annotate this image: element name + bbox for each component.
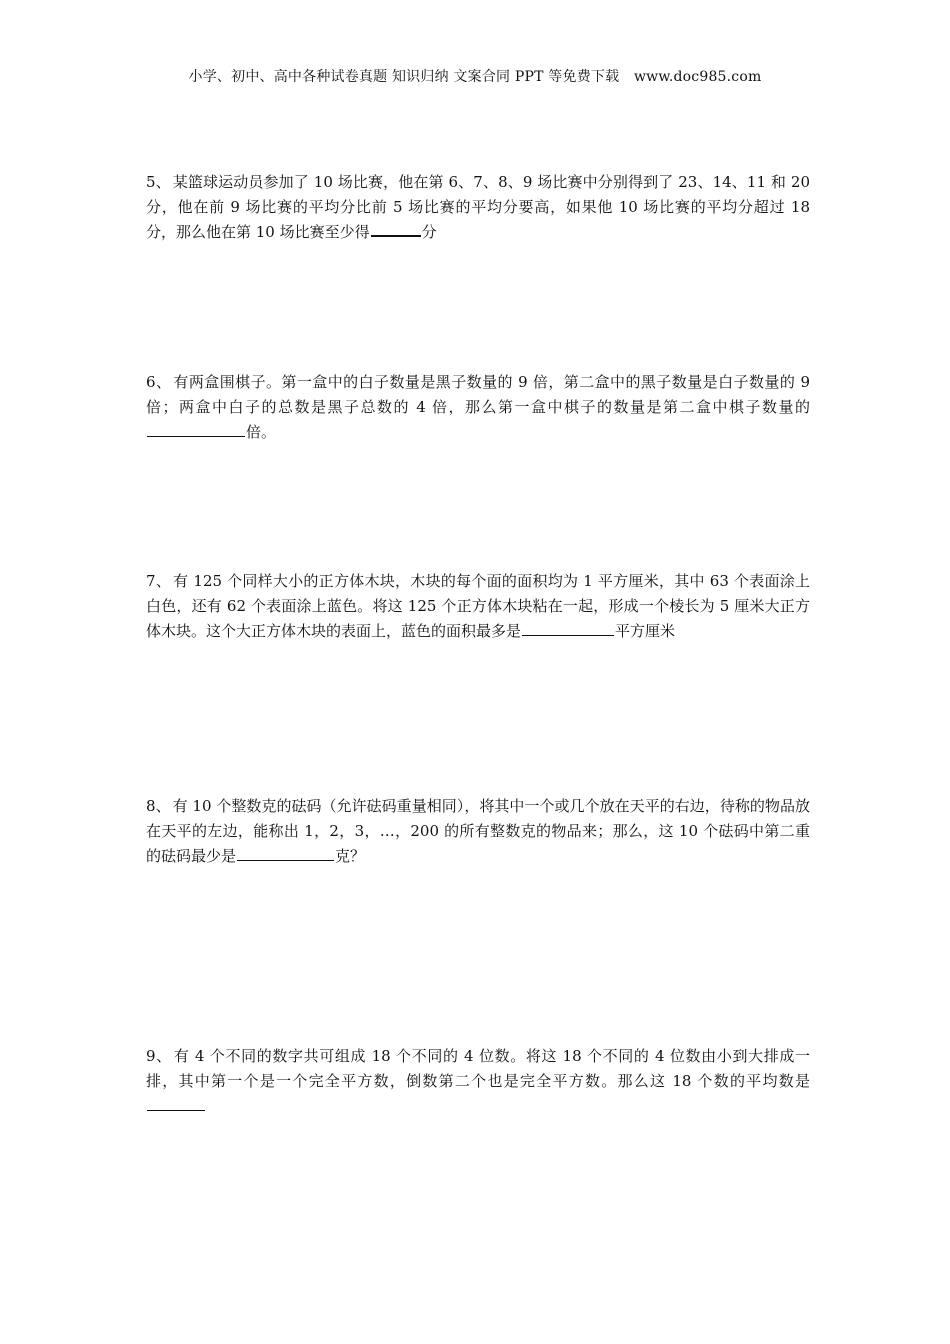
problem-6 <box>146 370 810 445</box>
problem-text-end: 倍。 <box>246 423 277 441</box>
answer-blank <box>371 234 421 237</box>
problem-text-end: 分 <box>421 223 437 241</box>
problem-text: 有 125 个同样大小的正方体木块，木块的每个面的面积均为 1 平方厘米，其中 63 个表面涂上白色，还有 62 个表面涂上蓝色。将这 125 个正方体木块粘在一起，形成一个棱长为 5 厘米大正方体木块。这个大正方体木块的表面上，蓝色的面积最多是 <box>146 572 811 640</box>
problem-number: 8、 <box>146 797 171 815</box>
problem-9 <box>146 1044 810 1119</box>
header-text: 小学、初中、高中各种试卷真题 知识归纳 文案合同 PPT 等免费下载 <box>188 69 620 85</box>
problem-text: 某篮球运动员参加了 10 场比赛，他在第 6、7、8、9 场比赛中分别得到了 23、14、11 和 20 分，他在前 9 场比赛的平均分比前 5 场比赛的平均分要高，如果他 10 场比赛的平均分超过 18 分，那么他在第 10 场比赛至少得 <box>146 173 810 241</box>
problem-text: 有 10 个整数克的砝码（允许砝码重量相同），将其中一个或几个放在天平的右边，待称的物品放在天平的左边，能称出 1，2，3，…，200 的所有整数克的物品来；那么，这 10 个砝码中第二重的砝码最少是 <box>146 797 810 865</box>
problem-text: 有两盒围棋子。第一盒中的白子数量是黑子数量的 9 倍，第二盒中的黑子数量是白子数量的 9 倍；两盒中白子的总数是黑子总数的 4 倍，那么第一盒中棋子的数量是第二盒中棋子数量的 <box>146 373 810 416</box>
page-header <box>0 66 950 86</box>
problem-7 <box>146 569 810 644</box>
answer-blank <box>522 634 614 636</box>
problem-number: 5、 <box>146 173 171 191</box>
problem-number: 7、 <box>146 572 172 590</box>
problem-number: 6、 <box>146 373 172 391</box>
problem-text-end: 平方厘米 <box>615 622 676 640</box>
problem-number: 9、 <box>146 1047 172 1065</box>
answer-blank <box>147 435 245 437</box>
problem-8 <box>146 794 810 869</box>
answer-blank <box>237 859 334 861</box>
problem-5 <box>146 170 810 245</box>
header-url: www.doc985.com <box>633 69 762 85</box>
problem-text: 有 4 个不同的数字共可组成 18 个不同的 4 位数。将这 18 个不同的 4 位数由小到大排成一排，其中第一个是一个完全平方数，倒数第二个也是完全平方数。那么这 18 个数的平均数是 <box>146 1047 810 1090</box>
problem-text-end: 克？ <box>335 847 366 865</box>
answer-blank <box>147 1109 205 1111</box>
